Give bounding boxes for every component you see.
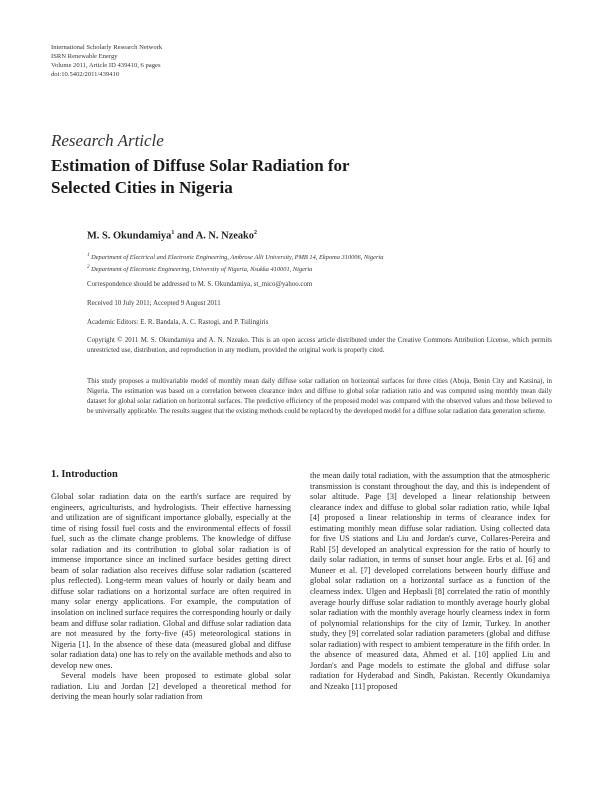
author-2-affiliation-mark: 2	[253, 230, 257, 236]
received-accepted-dates: Received 10 July 2011; Accepted 9 August 2011	[87, 300, 221, 307]
author-2: A. N. Nzeako	[195, 230, 254, 242]
author-1-affiliation-mark: 1	[171, 230, 175, 236]
right-column	[310, 471, 550, 692]
left-column	[51, 492, 291, 703]
affiliation-2: $^2$ Department of Electronic Engineering, University of Nigeria, Nsukka 410001, Nigeria	[87, 265, 313, 274]
article-type: Research Article	[51, 131, 164, 150]
abstract: This study proposes a multivariable model of monthly mean daily diffuse solar radiation on horizontal surfaces for three cities (Abuja, Benin City and Katsina), in Nigeria. The estimation was based on a correlation between clearance index and diffuse to global solar radiation ratio and was computed using monthly mean daily dataset for global solar radiation on horizontal surfaces. The predictive efficiency of the proposed model was compared with the observed values and those believed to be universally applicable. The results suggest that the existing methods could be replaced by the developed model for a diffuse solar radiation data generation scheme.	[87, 378, 552, 415]
affiliations	[87, 251, 552, 275]
author-connector: and	[174, 230, 196, 242]
affiliation-1: $^1$ Department of Electrical and Electronic Engineering, Ambrose Alli University, PMB 14, Ekpoma 310006, Nigeria	[87, 253, 384, 262]
section-heading-introduction: 1. Introduction	[51, 469, 118, 480]
author-1: M. S. Okundamiya	[87, 230, 172, 242]
paragraph: the mean daily total radiation, with the assumption that the atmospheric transmission is constant throughout the day, and this is independent of solar altitude. Page [3] developed a linear relationship between clearance index and diffuse to global solar radiation ratio, while Iqbal [4] proposed a linear relationship in terms of clearance index for estimating monthly mean diffuse solar radiation. Using collected data for five US stations and Liu and Jordan's curve, Collares-Pereira and Rabl [5] developed an analytical expression for the ratio of hourly to daily solar radiation, in terms of sunset hour angle. Erbs et al. [6] and Muneer et al. [7] developed correlations between hourly diffuse and global solar radiation on a horizontal surface as a function of the clearness index. Ulgen and Hepbasli [8] correlated the ratio of monthly average hourly diffuse solar radiation to monthly average hourly global solar radiation with the monthly average hourly clearness index in form of polynomial relationships for the city of Izmir, Turkey. In another study, they [9] correlated solar radiation parameters (global and diffuse solar radiation) with respect to ambient temperature in the fifth order. In the absence of measured data, Ahmed et al. [10] applied Liu and Jordan's and Page models to estimate the global and diffuse solar radiation for Hyderabad and Sindh, Pakistan. Recently Okundamiya and Nzeako [11] proposed	[310, 471, 550, 691]
journal-header	[51, 43, 162, 79]
paragraph: Several models have been proposed to estimate global solar radiation. Liu and Jordan [2] developed a theoretical method for deriving the mean hourly solar radiation from	[51, 671, 291, 702]
copyright-notice: Copyright © 2011 M. S. Okundamiya and A. N. Nzeako. This is an open access article distributed under the Creative Commons Attribution License, which permits unrestricted use, distribution, and reproduction in any medium, provided the original work is properly cited.	[87, 337, 552, 354]
title-line-2: Selected Cities in Nigeria	[51, 178, 233, 197]
author-list	[87, 230, 257, 241]
title-line-1: Estimation of Diffuse Solar Radiation for	[51, 156, 350, 175]
paragraph: Global solar radiation data on the earth's surface are required by engineers, agriculturists, and hydrologists. Their effective harnessing and utilization are of significant importance globally, especially at the time of rising fossil fuel costs and the environmental effects of fossil fuel, such as the climate change problems. The knowledge of diffuse solar radiation and its contribution to global solar radiation is of immense importance since an inclined surface besides getting direct beam of solar radiation also receives diffuse solar radiation (scattered plus reflected). Long-term mean values of hourly or daily beam and diffuse solar radiations on a horizontal surface are often required in many solar energy applications. For example, the computation of insolation on inclined surface requires the corresponding hourly or daily beam and diffuse solar radiation. Global and diffuse solar radiation data are not measured by the forty-five (45) meteorological stations in Nigeria [1]. In the absence of these data (measured global and diffuse solar radiation data) one has to rely on the available methods and also to develop new ones.	[51, 492, 291, 670]
paper-title	[51, 155, 350, 199]
journal-name: ISRN Renewable Energy	[51, 53, 118, 60]
correspondence: Correspondence should be addressed to M. S. Okundamiya, st_mico@yahoo.com	[87, 281, 313, 288]
publisher-line: International Scholarly Research Network	[51, 44, 163, 51]
academic-editors: Academic Editors: E. R. Bandala, A. C. Rastogi, and P. Tsilingiris	[87, 319, 269, 326]
doi-line: doi:10.5402/2011/439410	[51, 71, 120, 78]
volume-line: Volume 2011, Article ID 439410, 6 pages	[51, 62, 161, 69]
